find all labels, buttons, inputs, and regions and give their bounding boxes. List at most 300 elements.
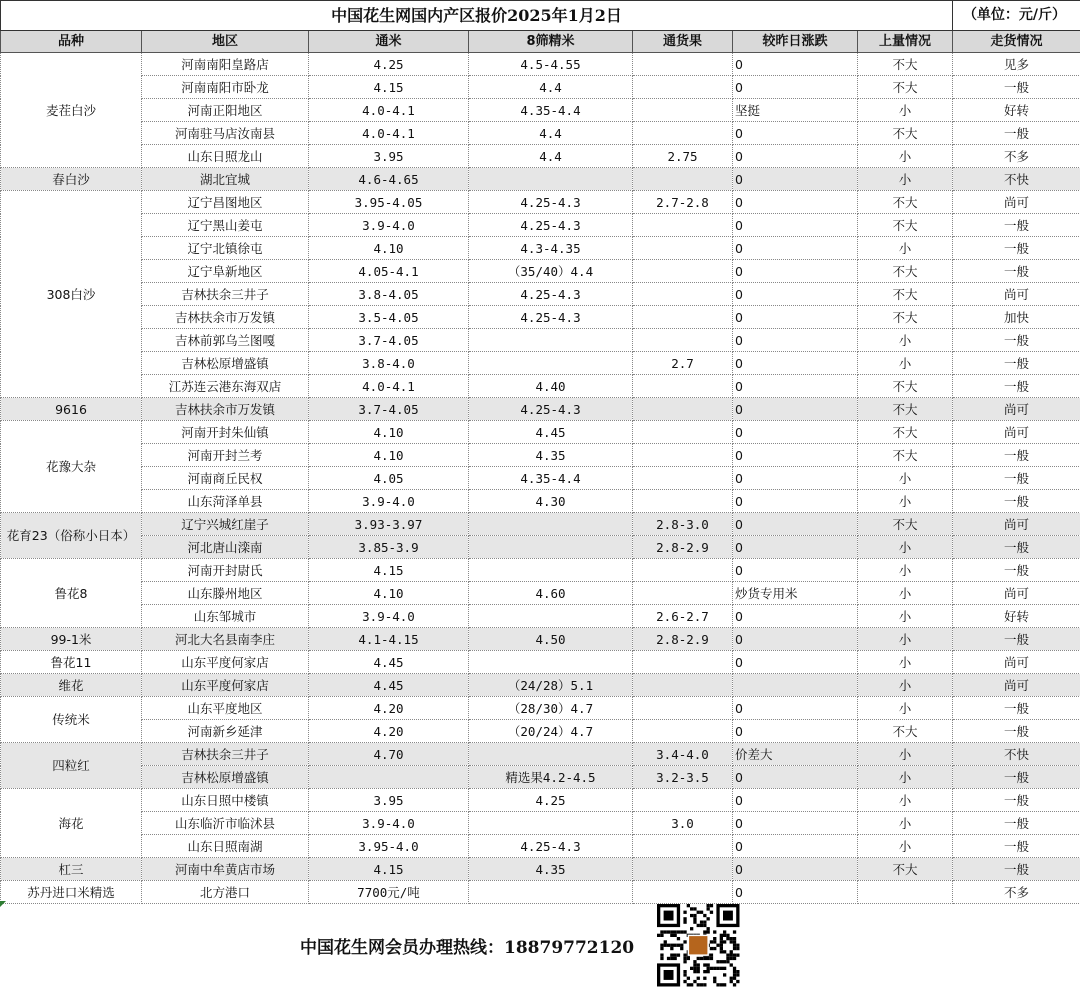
region-cell: 河北唐山滦南 (142, 536, 309, 559)
tongmi-cell: 4.0-4.1 (309, 99, 469, 122)
table-row (1, 559, 1080, 582)
variety-cell: 维花 (1, 674, 142, 697)
tongmi-cell: 4.45 (309, 651, 469, 674)
variety-cell: 308白沙 (1, 191, 142, 398)
sales-cell: 一般 (953, 628, 1080, 651)
supply-cell: 小 (858, 329, 953, 352)
tongmi-cell: 4.10 (309, 444, 469, 467)
jingmi-cell (469, 559, 633, 582)
table-row (1, 812, 1080, 835)
tonghuoguo-cell (633, 651, 733, 674)
variety-cell: 鲁花8 (1, 559, 142, 628)
tonghuoguo-cell (633, 306, 733, 329)
table-row (1, 628, 1080, 651)
tonghuoguo-cell: 3.4-4.0 (633, 743, 733, 766)
supply-cell: 不大 (858, 122, 953, 145)
supply-cell: 小 (858, 490, 953, 513)
tongmi-cell: 3.7-4.05 (309, 398, 469, 421)
corner-mark-icon (0, 901, 6, 907)
table-row (1, 306, 1080, 329)
jingmi-cell: 4.25-4.3 (469, 191, 633, 214)
sales-cell: 一般 (953, 329, 1080, 352)
change-cell: 0 (733, 835, 858, 858)
region-cell: 河南商丘民权 (142, 467, 309, 490)
sales-cell: 尚可 (953, 398, 1080, 421)
change-cell: 0 (733, 375, 858, 398)
sales-cell: 一般 (953, 559, 1080, 582)
table-row (1, 53, 1080, 76)
tonghuoguo-cell (633, 582, 733, 605)
header-tonghuoguo: 通货果 (633, 31, 733, 53)
header-sales: 走货情况 (953, 31, 1080, 53)
table-row (1, 789, 1080, 812)
variety-cell: 花豫大杂 (1, 421, 142, 513)
change-cell: 0 (733, 306, 858, 329)
change-cell: 0 (733, 513, 858, 536)
sales-cell: 一般 (953, 490, 1080, 513)
region-cell: 河南南阳皇路店 (142, 53, 309, 76)
table-row (1, 76, 1080, 99)
supply-cell: 小 (858, 99, 953, 122)
change-cell: 0 (733, 490, 858, 513)
qr-code-icon (655, 903, 743, 987)
table-row (1, 467, 1080, 490)
region-cell: 吉林扶余市万发镇 (142, 306, 309, 329)
sales-cell: 尚可 (953, 674, 1080, 697)
region-cell: 山东平度何家店 (142, 651, 309, 674)
sales-cell: 一般 (953, 536, 1080, 559)
table-row (1, 191, 1080, 214)
sales-cell: 尚可 (953, 513, 1080, 536)
region-cell: 吉林松原增盛镇 (142, 766, 309, 789)
region-cell: 辽宁昌图地区 (142, 191, 309, 214)
table-row (1, 283, 1080, 306)
jingmi-cell: 4.35-4.4 (469, 99, 633, 122)
sales-cell: 一般 (953, 766, 1080, 789)
jingmi-cell: 4.45 (469, 421, 633, 444)
table-row (1, 513, 1080, 536)
header-supply: 上量情况 (858, 31, 953, 53)
table-row (1, 398, 1080, 421)
region-cell: 辽宁北镇徐屯 (142, 237, 309, 260)
variety-cell: 99-1米 (1, 628, 142, 651)
region-cell: 江苏连云港东海双店 (142, 375, 309, 398)
tonghuoguo-cell (633, 444, 733, 467)
change-cell: 0 (733, 214, 858, 237)
tongmi-cell: 4.20 (309, 697, 469, 720)
region-cell: 山东菏泽单县 (142, 490, 309, 513)
jingmi-cell: （35/40）4.4 (469, 260, 633, 283)
jingmi-cell: 4.25-4.3 (469, 398, 633, 421)
supply-cell: 不大 (858, 260, 953, 283)
change-cell: 坚挺 (733, 99, 858, 122)
sales-cell: 尚可 (953, 421, 1080, 444)
tongmi-cell: 4.70 (309, 743, 469, 766)
tonghuoguo-cell: 2.8-2.9 (633, 536, 733, 559)
tongmi-cell: 4.05-4.1 (309, 260, 469, 283)
jingmi-cell: 4.4 (469, 122, 633, 145)
table-row (1, 375, 1080, 398)
jingmi-cell: 4.25-4.3 (469, 214, 633, 237)
region-cell: 河北大名县南李庄 (142, 628, 309, 651)
table-row (1, 99, 1080, 122)
table-row (1, 766, 1080, 789)
tonghuoguo-cell (633, 467, 733, 490)
tonghuoguo-cell (633, 76, 733, 99)
jingmi-cell: 4.35 (469, 858, 633, 881)
tonghuoguo-cell (633, 559, 733, 582)
region-cell: 河南开封尉氏 (142, 559, 309, 582)
sales-cell: 一般 (953, 720, 1080, 743)
change-cell: 价差大 (733, 743, 858, 766)
change-cell: 0 (733, 168, 858, 191)
tongmi-cell: 3.95-4.05 (309, 191, 469, 214)
tonghuoguo-cell (633, 375, 733, 398)
region-cell: 吉林松原增盛镇 (142, 352, 309, 375)
tongmi-cell: 3.85-3.9 (309, 536, 469, 559)
tongmi-cell: 4.0-4.1 (309, 375, 469, 398)
sales-cell: 一般 (953, 812, 1080, 835)
table-row (1, 674, 1080, 697)
change-cell: 0 (733, 812, 858, 835)
change-cell: 0 (733, 329, 858, 352)
region-cell: 北方港口 (142, 881, 309, 904)
tongmi-cell: 4.05 (309, 467, 469, 490)
tongmi-cell: 3.95 (309, 145, 469, 168)
tonghuoguo-cell: 2.7-2.8 (633, 191, 733, 214)
region-cell: 山东平度地区 (142, 697, 309, 720)
header-region: 地区 (142, 31, 309, 53)
supply-cell: 不大 (858, 306, 953, 329)
change-cell: 0 (733, 789, 858, 812)
supply-cell: 小 (858, 536, 953, 559)
change-cell: 0 (733, 53, 858, 76)
tongmi-cell: 3.93-3.97 (309, 513, 469, 536)
change-cell: 0 (733, 697, 858, 720)
table-row (1, 168, 1080, 191)
variety-cell: 鲁花11 (1, 651, 142, 674)
tongmi-cell: 4.10 (309, 237, 469, 260)
supply-cell: 小 (858, 582, 953, 605)
sales-cell: 一般 (953, 467, 1080, 490)
sales-cell: 一般 (953, 214, 1080, 237)
tonghuoguo-cell (633, 99, 733, 122)
change-cell: 0 (733, 720, 858, 743)
table-row (1, 858, 1080, 881)
change-cell: 0 (733, 559, 858, 582)
variety-cell: 花育23（俗称小日本） (1, 513, 142, 559)
tongmi-cell: 4.15 (309, 559, 469, 582)
tonghuoguo-cell: 2.75 (633, 145, 733, 168)
sales-cell: 加快 (953, 306, 1080, 329)
tonghuoguo-cell (633, 168, 733, 191)
supply-cell: 小 (858, 605, 953, 628)
header-8shai: 8筛精米 (469, 31, 633, 53)
region-cell: 吉林扶余三井子 (142, 743, 309, 766)
region-cell: 河南开封兰考 (142, 444, 309, 467)
jingmi-cell: 4.35-4.4 (469, 467, 633, 490)
sales-cell: 不快 (953, 168, 1080, 191)
table-row (1, 329, 1080, 352)
change-cell: 0 (733, 628, 858, 651)
tonghuoguo-cell: 3.2-3.5 (633, 766, 733, 789)
change-cell: 0 (733, 145, 858, 168)
change-cell: 0 (733, 237, 858, 260)
sales-cell: 不快 (953, 743, 1080, 766)
supply-cell: 不大 (858, 214, 953, 237)
tonghuoguo-cell (633, 697, 733, 720)
jingmi-cell (469, 743, 633, 766)
hotline-text: 中国花生网会员办理热线：18879772120 (300, 938, 635, 958)
table-row (1, 697, 1080, 720)
supply-cell: 小 (858, 697, 953, 720)
change-cell: 0 (733, 283, 858, 306)
supply-cell: 不大 (858, 191, 953, 214)
supply-cell: 不大 (858, 398, 953, 421)
table-row (1, 421, 1080, 444)
jingmi-cell (469, 329, 633, 352)
region-cell: 吉林扶余三井子 (142, 283, 309, 306)
tongmi-cell: 4.20 (309, 720, 469, 743)
sales-cell: 一般 (953, 76, 1080, 99)
sales-cell: 一般 (953, 122, 1080, 145)
table-row (1, 743, 1080, 766)
supply-cell: 小 (858, 559, 953, 582)
change-cell: 0 (733, 260, 858, 283)
supply-cell: 小 (858, 674, 953, 697)
jingmi-cell: （24/28）5.1 (469, 674, 633, 697)
header-tongmi: 通米 (309, 31, 469, 53)
sales-cell: 一般 (953, 237, 1080, 260)
table-body (1, 53, 1080, 904)
sales-cell: 好转 (953, 99, 1080, 122)
tongmi-cell: 3.5-4.05 (309, 306, 469, 329)
table-row (1, 444, 1080, 467)
region-cell: 河南正阳地区 (142, 99, 309, 122)
jingmi-cell (469, 812, 633, 835)
tongmi-cell: 3.9-4.0 (309, 490, 469, 513)
sales-cell: 一般 (953, 835, 1080, 858)
tonghuoguo-cell (633, 858, 733, 881)
tongmi-cell: 3.9-4.0 (309, 214, 469, 237)
sales-cell: 不多 (953, 145, 1080, 168)
jingmi-cell: （20/24）4.7 (469, 720, 633, 743)
table-row (1, 651, 1080, 674)
table-row (1, 145, 1080, 168)
change-cell: 0 (733, 536, 858, 559)
sales-cell: 见多 (953, 53, 1080, 76)
tonghuoguo-cell (633, 398, 733, 421)
tongmi-cell: 3.8-4.0 (309, 352, 469, 375)
region-cell: 河南新乡延津 (142, 720, 309, 743)
variety-cell: 杠三 (1, 858, 142, 881)
jingmi-cell: 4.4 (469, 76, 633, 99)
region-cell: 山东日照中楼镇 (142, 789, 309, 812)
tongmi-cell: 4.10 (309, 421, 469, 444)
region-cell: 河南南阳市卧龙 (142, 76, 309, 99)
jingmi-cell: 4.25-4.3 (469, 835, 633, 858)
tongmi-cell: 3.95 (309, 789, 469, 812)
change-cell: 0 (733, 122, 858, 145)
region-cell: 吉林扶余市万发镇 (142, 398, 309, 421)
table-row (1, 582, 1080, 605)
header-variety: 品种 (1, 31, 142, 53)
jingmi-cell (469, 651, 633, 674)
variety-cell: 海花 (1, 789, 142, 858)
tongmi-cell: 4.15 (309, 858, 469, 881)
tonghuoguo-cell (633, 214, 733, 237)
jingmi-cell: 4.60 (469, 582, 633, 605)
sales-cell: 一般 (953, 352, 1080, 375)
region-cell: 河南开封朱仙镇 (142, 421, 309, 444)
region-cell: 山东邹城市 (142, 605, 309, 628)
variety-cell: 苏丹进口米精选 (1, 881, 142, 904)
supply-cell: 小 (858, 651, 953, 674)
jingmi-cell: 4.35 (469, 444, 633, 467)
change-cell: 0 (733, 881, 858, 904)
region-cell: 河南中牟黄店市场 (142, 858, 309, 881)
jingmi-cell: 4.30 (469, 490, 633, 513)
supply-cell: 不大 (858, 76, 953, 99)
change-cell: 0 (733, 421, 858, 444)
tonghuoguo-cell (633, 122, 733, 145)
supply-cell: 小 (858, 789, 953, 812)
footer (0, 901, 1080, 987)
supply-cell: 小 (858, 237, 953, 260)
change-cell: 0 (733, 76, 858, 99)
tongmi-cell: 4.6-4.65 (309, 168, 469, 191)
tongmi-cell: 3.9-4.0 (309, 812, 469, 835)
tongmi-cell: 4.1-4.15 (309, 628, 469, 651)
change-cell: 炒货专用米 (733, 582, 858, 605)
tongmi-cell: 4.10 (309, 582, 469, 605)
change-cell: 0 (733, 605, 858, 628)
table-row (1, 490, 1080, 513)
sales-cell: 尚可 (953, 191, 1080, 214)
table-row (1, 835, 1080, 858)
tongmi-cell: 3.9-4.0 (309, 605, 469, 628)
tongmi-cell: 4.25 (309, 53, 469, 76)
variety-cell: 麦茬白沙 (1, 53, 142, 168)
tongmi-cell (309, 766, 469, 789)
sales-cell: 不多 (953, 881, 1080, 904)
region-cell: 辽宁黑山姜屯 (142, 214, 309, 237)
supply-cell: 不大 (858, 720, 953, 743)
supply-cell: 小 (858, 766, 953, 789)
tonghuoguo-cell: 2.8-3.0 (633, 513, 733, 536)
variety-cell: 9616 (1, 398, 142, 421)
supply-cell: 不大 (858, 513, 953, 536)
tonghuoguo-cell (633, 674, 733, 697)
supply-cell: 不大 (858, 421, 953, 444)
sales-cell: 一般 (953, 858, 1080, 881)
variety-cell: 四粒红 (1, 743, 142, 789)
change-cell: 0 (733, 398, 858, 421)
supply-cell: 不大 (858, 444, 953, 467)
header-row (1, 31, 1080, 53)
supply-cell: 小 (858, 145, 953, 168)
variety-cell: 传统米 (1, 697, 142, 743)
jingmi-cell (469, 605, 633, 628)
tonghuoguo-cell (633, 720, 733, 743)
region-cell: 辽宁阜新地区 (142, 260, 309, 283)
table-row (1, 720, 1080, 743)
sales-cell: 一般 (953, 444, 1080, 467)
sales-cell: 一般 (953, 697, 1080, 720)
jingmi-cell: 精选果4.2-4.5 (469, 766, 633, 789)
unit-label: （单位：元/斤） (953, 1, 1080, 31)
sales-cell: 一般 (953, 260, 1080, 283)
jingmi-cell (469, 536, 633, 559)
table-row (1, 214, 1080, 237)
supply-cell: 小 (858, 467, 953, 490)
supply-cell: 小 (858, 628, 953, 651)
supply-cell: 不大 (858, 375, 953, 398)
jingmi-cell (469, 352, 633, 375)
change-cell: 0 (733, 191, 858, 214)
change-cell: 0 (733, 444, 858, 467)
tongmi-cell: 3.8-4.05 (309, 283, 469, 306)
tongmi-cell: 7700元/吨 (309, 881, 469, 904)
change-cell: 0 (733, 858, 858, 881)
region-cell: 山东日照南湖 (142, 835, 309, 858)
title-row (1, 1, 1080, 31)
sales-cell: 尚可 (953, 582, 1080, 605)
region-cell: 河南驻马店汝南县 (142, 122, 309, 145)
jingmi-cell (469, 513, 633, 536)
supply-cell: 小 (858, 812, 953, 835)
supply-cell: 小 (858, 168, 953, 191)
sales-cell: 一般 (953, 789, 1080, 812)
jingmi-cell: 4.40 (469, 375, 633, 398)
tonghuoguo-cell (633, 329, 733, 352)
region-cell: 山东平度何家店 (142, 674, 309, 697)
supply-cell: 不大 (858, 53, 953, 76)
supply-cell: 小 (858, 352, 953, 375)
change-cell: 0 (733, 352, 858, 375)
supply-cell: 不大 (858, 283, 953, 306)
variety-cell: 春白沙 (1, 168, 142, 191)
tonghuoguo-cell (633, 835, 733, 858)
tongmi-cell: 3.95-4.0 (309, 835, 469, 858)
table-row (1, 260, 1080, 283)
tongmi-cell: 4.45 (309, 674, 469, 697)
table-row (1, 122, 1080, 145)
change-cell (733, 674, 858, 697)
supply-cell: 不大 (858, 858, 953, 881)
tonghuoguo-cell: 2.8-2.9 (633, 628, 733, 651)
sales-cell: 一般 (953, 375, 1080, 398)
tonghuoguo-cell (633, 283, 733, 306)
tonghuoguo-cell (633, 490, 733, 513)
sales-cell: 尚可 (953, 283, 1080, 306)
tongmi-cell: 4.0-4.1 (309, 122, 469, 145)
tonghuoguo-cell (633, 789, 733, 812)
jingmi-cell: 4.25-4.3 (469, 283, 633, 306)
tonghuoguo-cell (633, 260, 733, 283)
jingmi-cell: 4.3-4.35 (469, 237, 633, 260)
table-row (1, 352, 1080, 375)
tonghuoguo-cell (633, 421, 733, 444)
change-cell: 0 (733, 651, 858, 674)
jingmi-cell: 4.25 (469, 789, 633, 812)
region-cell: 山东滕州地区 (142, 582, 309, 605)
jingmi-cell: 4.4 (469, 145, 633, 168)
jingmi-cell: 4.25-4.3 (469, 306, 633, 329)
sales-cell: 尚可 (953, 651, 1080, 674)
table-row (1, 536, 1080, 559)
tonghuoguo-cell (633, 53, 733, 76)
